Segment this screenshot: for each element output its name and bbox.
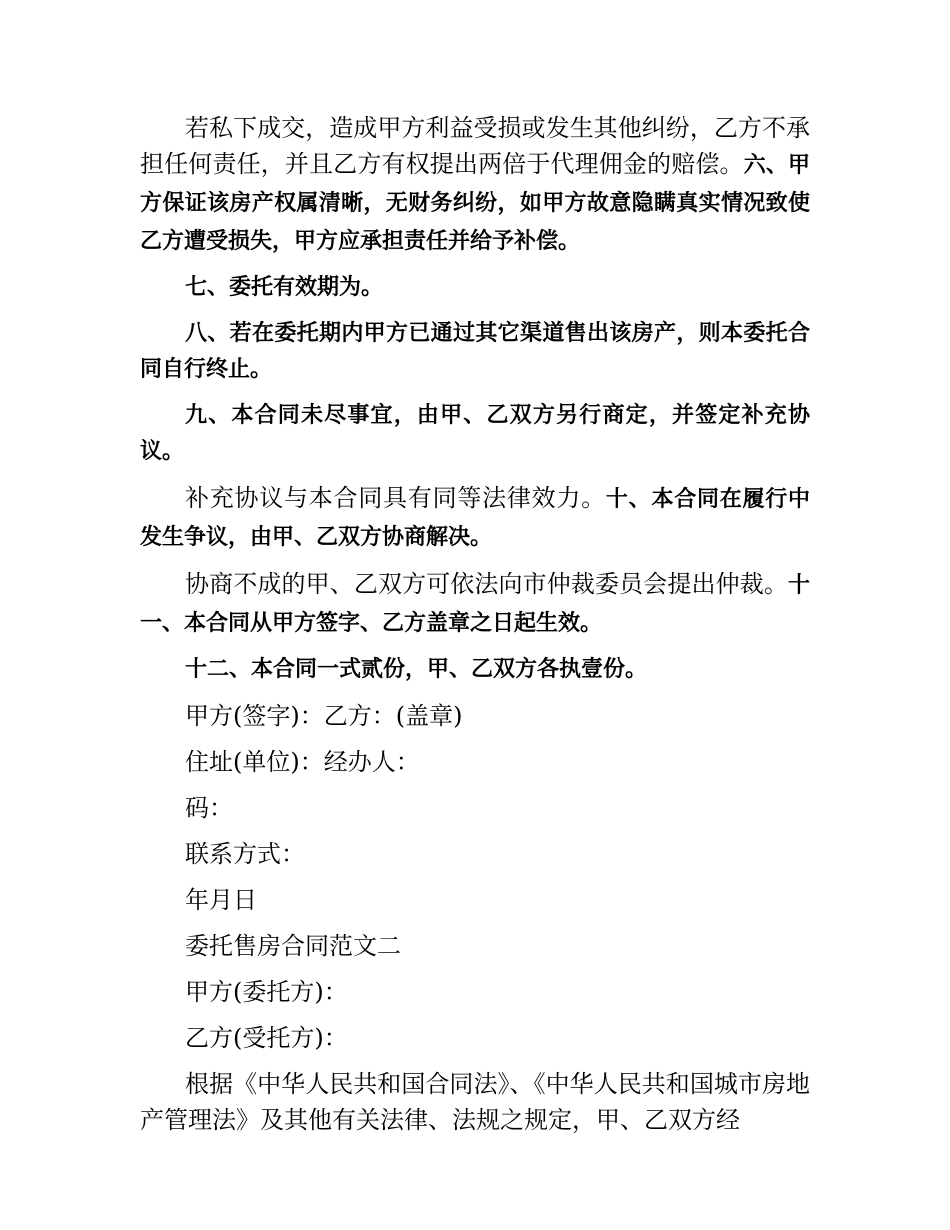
- party-b-line: 乙方(受托方)：: [185, 1024, 348, 1052]
- date-line: 年月日: [185, 886, 257, 914]
- document-page: [140, 110, 810, 1148]
- clause-eleven: 十一、本合同从甲方签字、乙方盖章之日起生效。: [140, 573, 810, 636]
- clause-paragraph-5: [140, 480, 810, 556]
- contact-line: 联系方式：: [185, 840, 305, 868]
- clause-text: 协商不成的甲、乙双方可依法向市仲裁委员会提出仲裁。: [185, 570, 788, 598]
- address-line: 住址(单位)：经办人：: [185, 748, 420, 776]
- preamble-paragraph: 根据《中华人民共和国合同法》、《中华人民共和国城市房地产管理法》及其他有关法律、法规之规定，甲、乙双方经: [140, 1070, 810, 1134]
- clause-nine: 九、本合同未尽事宜，由甲、乙双方另行商定，并签定补充协议。: [140, 403, 810, 464]
- section-title: 委托售房合同范文二: [185, 932, 401, 960]
- party-a-line: 甲方(委托方)：: [185, 978, 348, 1006]
- clause-ten: 十、本合同在履行中发生争议，由甲、乙双方协商解决。: [140, 487, 810, 550]
- clause-text: 若私下成交，造成甲方利益受损或发生其他纠纷，乙方不承担任何责任，并且乙方有权提出两倍于代理佣金的赔偿。: [140, 114, 810, 178]
- clause-seven: 七、委托有效期为。: [185, 275, 384, 300]
- signature-line: 甲方(签字)：乙方：(盖章): [185, 702, 463, 730]
- clause-paragraph-6: [140, 566, 810, 642]
- clause-twelve: 十二、本合同一式贰份，甲、乙双方各执壹份。: [185, 657, 648, 682]
- clause-six: 六、甲方保证该房产权属清晰，无财务纠纷，如甲方故意隐瞒真实情况致使乙方遭受损失，甲方应承担责任并给予补偿。: [140, 153, 810, 254]
- clause-paragraph-1: [140, 110, 810, 260]
- code-line: 码：: [185, 794, 233, 822]
- clause-text: 补充协议与本合同具有同等法律效力。: [185, 484, 606, 512]
- clause-eight: 八、若在委托期内甲方已通过其它渠道售出该房产，则本委托合同自行终止。: [140, 321, 810, 382]
